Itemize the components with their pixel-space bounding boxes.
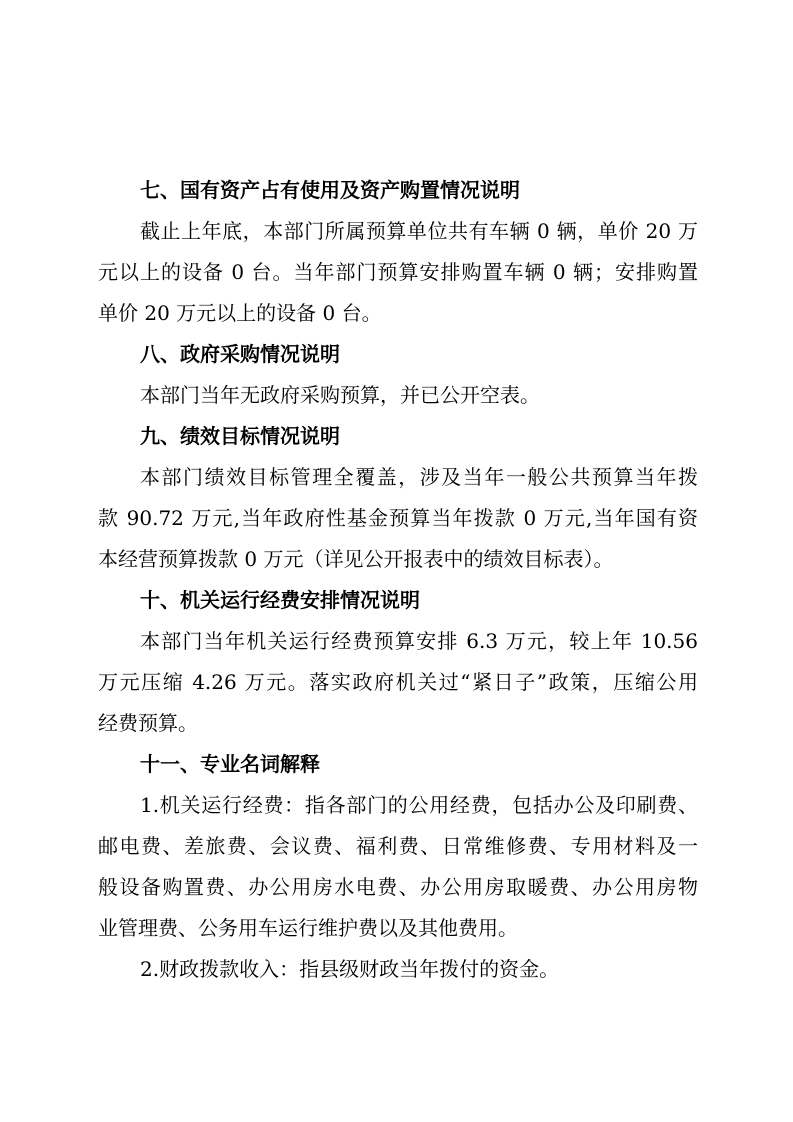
- text-line: 截止上年底，本部门所属预算单位共有车辆 0 辆，单价 20 万: [140, 219, 698, 243]
- glossary-item: [98, 785, 698, 949]
- section-heading: 八、政府采购情况说明: [140, 342, 340, 366]
- text-line: 本部门绩效目标管理全覆盖，涉及当年一般公共预算当年拨: [140, 465, 698, 489]
- section-operating-funds: [98, 580, 698, 744]
- text-line: 万元压缩 4.26 万元。落实政府机关过“紧日子”政策，压缩公用: [98, 670, 698, 694]
- paragraph: [98, 457, 698, 580]
- section-performance: [98, 416, 698, 580]
- paragraph: [98, 211, 698, 334]
- text-line: 业管理费、公务用车运行维护费以及其他费用。: [98, 916, 518, 940]
- text-line: 2.财政拨款收入：指县级财政当年拨付的资金。: [140, 957, 560, 981]
- glossary-item: [98, 949, 698, 990]
- section-heading: 七、国有资产占有使用及资产购置情况说明: [140, 178, 520, 202]
- text-line: 邮电费、差旅费、会议费、福利费、日常维修费、专用材料及一: [98, 834, 698, 858]
- section-assets: [98, 170, 698, 334]
- text-line: 经费预算。: [98, 711, 198, 735]
- section-heading: 九、绩效目标情况说明: [140, 424, 340, 448]
- text-line: 款 90.72 万元,当年政府性基金预算当年拨款 0 万元,当年国有资: [98, 506, 698, 530]
- section-heading: 十一、专业名词解释: [140, 752, 320, 776]
- paragraph: [98, 621, 698, 744]
- text-line: 本部门当年机关运行经费预算安排 6.3 万元，较上年 10.56: [140, 629, 698, 653]
- text-line: 单价 20 万元以上的设备 0 台。: [98, 301, 382, 325]
- section-heading: 十、机关运行经费安排情况说明: [140, 588, 420, 612]
- text-line: 本经营预算拨款 0 万元（详见公开报表中的绩效目标表）。: [98, 547, 614, 571]
- section-glossary: [98, 744, 698, 990]
- document-page: [98, 170, 698, 990]
- text-line: 1.机关运行经费：指各部门的公用经费，包括办公及印刷费、: [140, 793, 698, 817]
- text-line: 本部门当年无政府采购预算，并已公开空表。: [140, 383, 540, 407]
- text-line: 般设备购置费、办公用房水电费、办公用房取暖费、办公用房物: [98, 875, 698, 899]
- section-procurement: [98, 334, 698, 416]
- text-line: 元以上的设备 0 台。当年部门预算安排购置车辆 0 辆；安排购置: [98, 260, 698, 284]
- paragraph: [98, 375, 698, 416]
